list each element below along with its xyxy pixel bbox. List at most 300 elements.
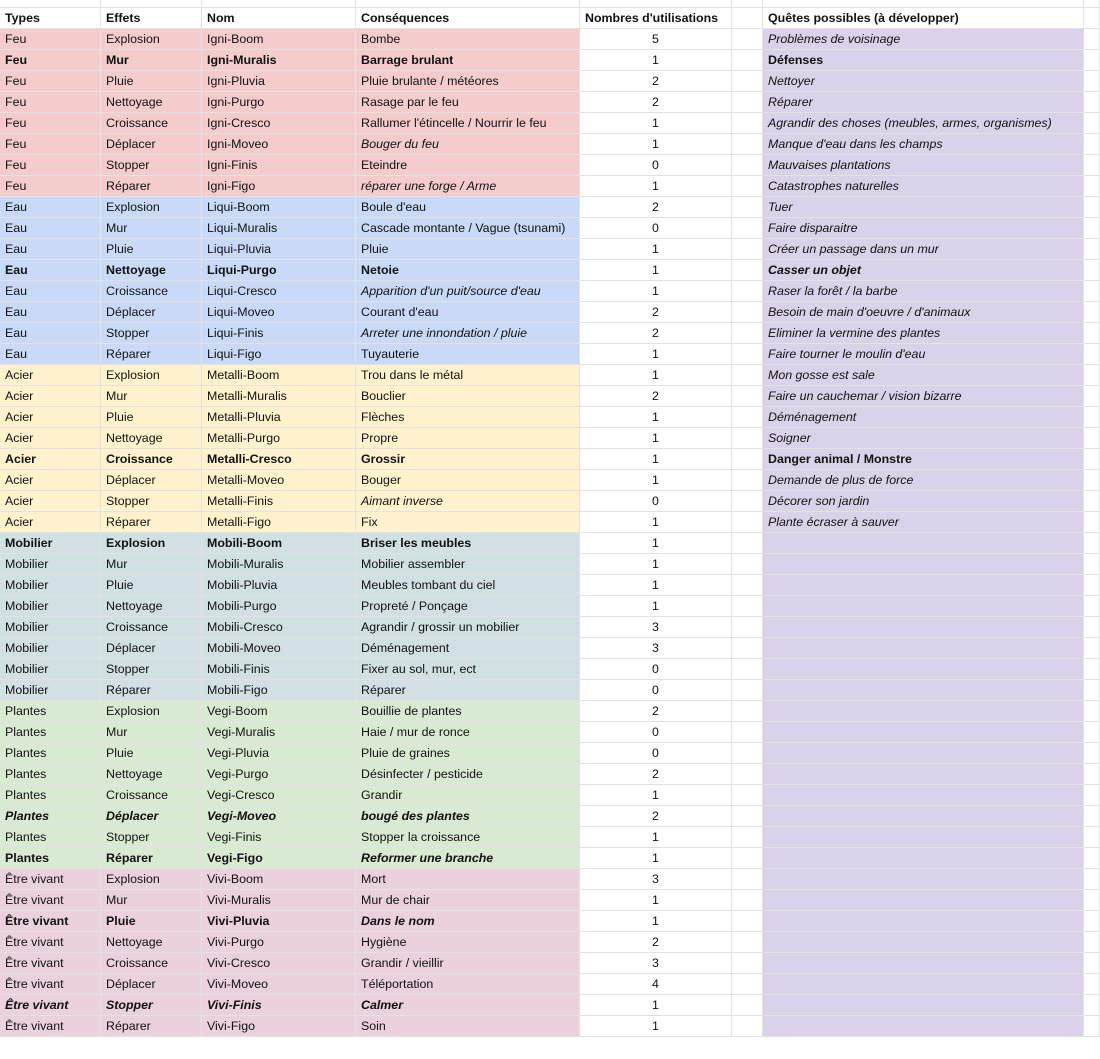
cell-nom[interactable]: Metalli-Purgo [202, 428, 356, 449]
cell-nom[interactable]: Vegi-Purgo [202, 764, 356, 785]
cell-empty-last[interactable] [1084, 638, 1100, 659]
cell-consequence[interactable]: Déménagement [356, 638, 580, 659]
cell-type[interactable]: Acier [0, 365, 101, 386]
cell-effet[interactable]: Pluie [101, 71, 202, 92]
cell-effet[interactable]: Nettoyage [101, 764, 202, 785]
cell-empty-last[interactable] [1084, 1016, 1100, 1037]
cell-type[interactable]: Être vivant [0, 974, 101, 995]
cell-effet[interactable]: Réparer [101, 512, 202, 533]
cell-count[interactable]: 4 [580, 974, 732, 995]
cell-effet[interactable]: Déplacer [101, 302, 202, 323]
cell-nom[interactable]: Igni-Cresco [202, 113, 356, 134]
cell-type[interactable]: Eau [0, 323, 101, 344]
cell-quete[interactable] [763, 827, 1084, 848]
cell-quete[interactable] [763, 617, 1084, 638]
cell-nom[interactable]: Vegi-Figo [202, 848, 356, 869]
cell-empty-last[interactable] [1084, 722, 1100, 743]
header-nom[interactable]: Nom [202, 8, 356, 29]
cell-consequence[interactable]: bougé des plantes [356, 806, 580, 827]
cell-empty[interactable] [732, 806, 763, 827]
cell-consequence[interactable]: Haie / mur de ronce [356, 722, 580, 743]
cell-consequence[interactable]: Pluie brulante / météores [356, 71, 580, 92]
cell-empty-last[interactable] [1084, 785, 1100, 806]
cell-empty[interactable] [732, 113, 763, 134]
cell-count[interactable]: 1 [580, 344, 732, 365]
cell-type[interactable]: Être vivant [0, 1016, 101, 1037]
cell-type[interactable]: Plantes [0, 743, 101, 764]
cell-quete[interactable] [763, 869, 1084, 890]
cell-empty-last[interactable] [1084, 533, 1100, 554]
cell-effet[interactable]: Réparer [101, 680, 202, 701]
cell-effet[interactable]: Explosion [101, 197, 202, 218]
cell-type[interactable]: Plantes [0, 764, 101, 785]
cell-quete[interactable]: Mon gosse est sale [763, 365, 1084, 386]
cell-empty-last[interactable] [1084, 806, 1100, 827]
cell-type[interactable]: Feu [0, 92, 101, 113]
cell-consequence[interactable]: Rasage par le feu [356, 92, 580, 113]
cell-type[interactable]: Plantes [0, 701, 101, 722]
cell-type[interactable]: Mobilier [0, 680, 101, 701]
cell-consequence[interactable]: Rallumer l'étincelle / Nourrir le feu [356, 113, 580, 134]
cell-type[interactable]: Eau [0, 302, 101, 323]
cell-nom[interactable]: Vegi-Muralis [202, 722, 356, 743]
cell-nom[interactable]: Metalli-Moveo [202, 470, 356, 491]
cell-empty-last[interactable] [1084, 344, 1100, 365]
cell-consequence[interactable]: Pluie [356, 239, 580, 260]
cell-nom[interactable]: Liqui-Finis [202, 323, 356, 344]
cell-quete[interactable]: Eliminer la vermine des plantes [763, 323, 1084, 344]
cell-consequence[interactable]: Tuyauterie [356, 344, 580, 365]
cell-type[interactable]: Plantes [0, 827, 101, 848]
cell-nom[interactable]: Vegi-Cresco [202, 785, 356, 806]
cell-type[interactable]: Mobilier [0, 533, 101, 554]
cell-quete[interactable] [763, 890, 1084, 911]
cell-empty-last[interactable] [1084, 848, 1100, 869]
cell-empty[interactable] [732, 953, 763, 974]
header-effets[interactable]: Effets [101, 8, 202, 29]
cell-nom[interactable]: Mobili-Figo [202, 680, 356, 701]
cell-empty-last[interactable] [1084, 659, 1100, 680]
cell-quete[interactable] [763, 554, 1084, 575]
cell-consequence[interactable]: réparer une forge / Arme [356, 176, 580, 197]
cell-nom[interactable]: Vivi-Purgo [202, 932, 356, 953]
cell-empty[interactable] [732, 50, 763, 71]
cell-effet[interactable]: Nettoyage [101, 596, 202, 617]
cell-effet[interactable]: Mur [101, 386, 202, 407]
cell-empty[interactable] [732, 974, 763, 995]
cell-empty-last[interactable] [1084, 218, 1100, 239]
cell-effet[interactable]: Stopper [101, 491, 202, 512]
cell-count[interactable]: 0 [580, 722, 732, 743]
cell-quete[interactable]: Décorer son jardin [763, 491, 1084, 512]
cell-empty-last[interactable] [1084, 449, 1100, 470]
cell-type[interactable]: Acier [0, 428, 101, 449]
cell-type[interactable]: Eau [0, 239, 101, 260]
cell-empty-last[interactable] [1084, 911, 1100, 932]
cell-quete[interactable]: Casser un objet [763, 260, 1084, 281]
cell-count[interactable]: 0 [580, 218, 732, 239]
cell-empty[interactable] [732, 365, 763, 386]
cell-effet[interactable]: Réparer [101, 176, 202, 197]
cell-effet[interactable]: Stopper [101, 155, 202, 176]
cell-nom[interactable]: Liqui-Boom [202, 197, 356, 218]
cell-quete[interactable]: Problèmes de voisinage [763, 29, 1084, 50]
cell-nom[interactable]: Metalli-Pluvia [202, 407, 356, 428]
cell-empty[interactable] [732, 575, 763, 596]
cell-empty[interactable] [732, 722, 763, 743]
cell-nom[interactable]: Igni-Finis [202, 155, 356, 176]
cell-quete[interactable] [763, 953, 1084, 974]
cell-consequence[interactable]: Courant d'eau [356, 302, 580, 323]
cell-quete[interactable] [763, 974, 1084, 995]
cell-count[interactable]: 3 [580, 617, 732, 638]
cell-empty[interactable] [732, 386, 763, 407]
cell-empty[interactable] [732, 764, 763, 785]
cell-quete[interactable]: Catastrophes naturelles [763, 176, 1084, 197]
cell-count[interactable]: 1 [580, 512, 732, 533]
cell-quete[interactable]: Créer un passage dans un mur [763, 239, 1084, 260]
cell-empty-last[interactable] [1084, 239, 1100, 260]
cell-empty-last[interactable] [1084, 155, 1100, 176]
cell-consequence[interactable]: Apparition d'un puit/source d'eau [356, 281, 580, 302]
cell-empty-last[interactable] [1084, 281, 1100, 302]
cell-empty-last[interactable] [1084, 827, 1100, 848]
cell-effet[interactable]: Réparer [101, 1016, 202, 1037]
cell-count[interactable]: 1 [580, 260, 732, 281]
cell-count[interactable]: 1 [580, 281, 732, 302]
cell-consequence[interactable]: Bouclier [356, 386, 580, 407]
cell-type[interactable]: Être vivant [0, 911, 101, 932]
cell-count[interactable]: 2 [580, 92, 732, 113]
cell-effet[interactable]: Déplacer [101, 470, 202, 491]
cell-type[interactable]: Mobilier [0, 659, 101, 680]
cell-quete[interactable] [763, 680, 1084, 701]
cell-count[interactable]: 5 [580, 29, 732, 50]
cell-empty-last[interactable] [1084, 29, 1100, 50]
cell-quete[interactable]: Agrandir des choses (meubles, armes, organismes) [763, 113, 1084, 134]
cell-nom[interactable]: Liqui-Pluvia [202, 239, 356, 260]
cell-effet[interactable]: Explosion [101, 701, 202, 722]
cell-effet[interactable]: Stopper [101, 827, 202, 848]
cell-consequence[interactable]: Téléportation [356, 974, 580, 995]
cell-type[interactable]: Acier [0, 386, 101, 407]
cell-effet[interactable]: Mur [101, 218, 202, 239]
cell-type[interactable]: Feu [0, 155, 101, 176]
cell-effet[interactable]: Nettoyage [101, 92, 202, 113]
cell-nom[interactable]: Vivi-Figo [202, 1016, 356, 1037]
cell-quete[interactable]: Faire un cauchemar / vision bizarre [763, 386, 1084, 407]
cell-nom[interactable]: Igni-Boom [202, 29, 356, 50]
cell-quete[interactable]: Manque d'eau dans les champs [763, 134, 1084, 155]
cell-consequence[interactable]: Désinfecter / pesticide [356, 764, 580, 785]
cell-count[interactable]: 1 [580, 848, 732, 869]
cell-empty-last[interactable] [1084, 428, 1100, 449]
cell-empty-last[interactable] [1084, 764, 1100, 785]
header-empty-last[interactable] [1084, 8, 1100, 29]
cell-count[interactable]: 1 [580, 911, 732, 932]
cell-effet[interactable]: Mur [101, 554, 202, 575]
cell-consequence[interactable]: Barrage brulant [356, 50, 580, 71]
cell-empty-last[interactable] [1084, 869, 1100, 890]
cell-effet[interactable]: Nettoyage [101, 428, 202, 449]
cell-quete[interactable] [763, 764, 1084, 785]
cell-empty[interactable] [732, 911, 763, 932]
cell-consequence[interactable]: Pluie de graines [356, 743, 580, 764]
cell-type[interactable]: Mobilier [0, 575, 101, 596]
cell-empty[interactable] [732, 218, 763, 239]
cell-count[interactable]: 2 [580, 806, 732, 827]
cell-nom[interactable]: Vivi-Finis [202, 995, 356, 1016]
cell-type[interactable]: Plantes [0, 785, 101, 806]
cell-nom[interactable]: Mobili-Boom [202, 533, 356, 554]
cell-nom[interactable]: Liqui-Muralis [202, 218, 356, 239]
cell-quete[interactable] [763, 533, 1084, 554]
cell-consequence[interactable]: Boule d'eau [356, 197, 580, 218]
cell-count[interactable]: 2 [580, 701, 732, 722]
cell-consequence[interactable]: Flèches [356, 407, 580, 428]
cell-effet[interactable]: Pluie [101, 239, 202, 260]
cell-empty-last[interactable] [1084, 932, 1100, 953]
cell-count[interactable]: 3 [580, 869, 732, 890]
cell-empty-last[interactable] [1084, 974, 1100, 995]
cell-count[interactable]: 1 [580, 596, 732, 617]
cell-count[interactable]: 0 [580, 659, 732, 680]
cell-quete[interactable] [763, 596, 1084, 617]
cell-quete[interactable] [763, 995, 1084, 1016]
cell-type[interactable]: Acier [0, 449, 101, 470]
cell-empty-last[interactable] [1084, 113, 1100, 134]
cell-nom[interactable]: Liqui-Cresco [202, 281, 356, 302]
cell-quete[interactable]: Réparer [763, 92, 1084, 113]
cell-quete[interactable]: Plante écraser à sauver [763, 512, 1084, 533]
cell-nom[interactable]: Igni-Figo [202, 176, 356, 197]
cell-consequence[interactable]: Propre [356, 428, 580, 449]
cell-count[interactable]: 2 [580, 71, 732, 92]
cell-count[interactable]: 3 [580, 953, 732, 974]
cell-empty-last[interactable] [1084, 197, 1100, 218]
cell-effet[interactable]: Réparer [101, 344, 202, 365]
cell-nom[interactable]: Mobili-Finis [202, 659, 356, 680]
cell-count[interactable]: 1 [580, 50, 732, 71]
cell-nom[interactable]: Vivi-Moveo [202, 974, 356, 995]
cell-nom[interactable]: Mobili-Purgo [202, 596, 356, 617]
cell-count[interactable]: 0 [580, 743, 732, 764]
cell-empty[interactable] [732, 323, 763, 344]
cell-consequence[interactable]: Mur de chair [356, 890, 580, 911]
cell-empty-last[interactable] [1084, 743, 1100, 764]
cell-consequence[interactable]: Aimant inverse [356, 491, 580, 512]
cell-effet[interactable]: Stopper [101, 995, 202, 1016]
cell-empty-last[interactable] [1084, 575, 1100, 596]
cell-empty-last[interactable] [1084, 596, 1100, 617]
cell-type[interactable]: Être vivant [0, 953, 101, 974]
cell-nom[interactable]: Vivi-Pluvia [202, 911, 356, 932]
cell-nom[interactable]: Mobili-Cresco [202, 617, 356, 638]
cell-effet[interactable]: Stopper [101, 323, 202, 344]
cell-consequence[interactable]: Hygiène [356, 932, 580, 953]
cell-consequence[interactable]: Meubles tombant du ciel [356, 575, 580, 596]
cell-quete[interactable] [763, 911, 1084, 932]
cell-quete[interactable]: Besoin de main d'oeuvre / d'animaux [763, 302, 1084, 323]
cell-type[interactable]: Acier [0, 470, 101, 491]
cell-count[interactable]: 0 [580, 155, 732, 176]
cell-nom[interactable]: Vegi-Moveo [202, 806, 356, 827]
cell-nom[interactable]: Metalli-Muralis [202, 386, 356, 407]
cell-count[interactable]: 0 [580, 680, 732, 701]
cell-consequence[interactable]: Reformer une branche [356, 848, 580, 869]
cell-quete[interactable] [763, 575, 1084, 596]
cell-quete[interactable]: Défenses [763, 50, 1084, 71]
cell-quete[interactable] [763, 701, 1084, 722]
cell-empty[interactable] [732, 785, 763, 806]
cell-empty[interactable] [732, 407, 763, 428]
cell-count[interactable]: 2 [580, 302, 732, 323]
cell-empty-last[interactable] [1084, 890, 1100, 911]
cell-effet[interactable]: Pluie [101, 575, 202, 596]
cell-nom[interactable]: Vivi-Muralis [202, 890, 356, 911]
cell-consequence[interactable]: Bouger du feu [356, 134, 580, 155]
cell-effet[interactable]: Explosion [101, 533, 202, 554]
cell-nom[interactable]: Vivi-Boom [202, 869, 356, 890]
cell-empty-last[interactable] [1084, 617, 1100, 638]
header-quetes[interactable]: Quêtes possibles (à développer) [763, 8, 1084, 29]
cell-empty-last[interactable] [1084, 386, 1100, 407]
cell-consequence[interactable]: Mort [356, 869, 580, 890]
cell-consequence[interactable]: Bouger [356, 470, 580, 491]
cell-empty[interactable] [732, 638, 763, 659]
cell-quete[interactable] [763, 1016, 1084, 1037]
cell-count[interactable]: 2 [580, 197, 732, 218]
cell-effet[interactable]: Mur [101, 890, 202, 911]
cell-empty-last[interactable] [1084, 260, 1100, 281]
cell-empty[interactable] [732, 29, 763, 50]
cell-type[interactable]: Mobilier [0, 617, 101, 638]
header-empty[interactable] [732, 8, 763, 29]
cell-quete[interactable]: Déménagement [763, 407, 1084, 428]
cell-count[interactable]: 1 [580, 533, 732, 554]
cell-nom[interactable]: Igni-Moveo [202, 134, 356, 155]
cell-empty[interactable] [732, 890, 763, 911]
cell-consequence[interactable]: Mobilier assembler [356, 554, 580, 575]
cell-effet[interactable]: Croissance [101, 953, 202, 974]
cell-empty-last[interactable] [1084, 365, 1100, 386]
cell-empty[interactable] [732, 701, 763, 722]
cell-empty-last[interactable] [1084, 71, 1100, 92]
cell-count[interactable]: 1 [580, 554, 732, 575]
cell-effet[interactable]: Pluie [101, 911, 202, 932]
cell-type[interactable]: Acier [0, 491, 101, 512]
cell-nom[interactable]: Metalli-Boom [202, 365, 356, 386]
cell-empty[interactable] [732, 1016, 763, 1037]
cell-count[interactable]: 1 [580, 239, 732, 260]
cell-empty-last[interactable] [1084, 407, 1100, 428]
cell-nom[interactable]: Igni-Pluvia [202, 71, 356, 92]
cell-type[interactable]: Être vivant [0, 890, 101, 911]
cell-consequence[interactable]: Eteindre [356, 155, 580, 176]
cell-empty-last[interactable] [1084, 953, 1100, 974]
cell-type[interactable]: Être vivant [0, 932, 101, 953]
cell-empty-last[interactable] [1084, 491, 1100, 512]
cell-consequence[interactable]: Netoie [356, 260, 580, 281]
cell-nom[interactable]: Metalli-Finis [202, 491, 356, 512]
cell-count[interactable]: 1 [580, 449, 732, 470]
cell-quete[interactable] [763, 638, 1084, 659]
cell-empty[interactable] [732, 659, 763, 680]
cell-effet[interactable]: Réparer [101, 848, 202, 869]
cell-quete[interactable]: Mauvaises plantations [763, 155, 1084, 176]
cell-effet[interactable]: Mur [101, 722, 202, 743]
cell-type[interactable]: Feu [0, 71, 101, 92]
cell-type[interactable]: Mobilier [0, 596, 101, 617]
cell-consequence[interactable]: Stopper la croissance [356, 827, 580, 848]
cell-consequence[interactable]: Fix [356, 512, 580, 533]
cell-effet[interactable]: Stopper [101, 659, 202, 680]
cell-effet[interactable]: Pluie [101, 407, 202, 428]
cell-empty-last[interactable] [1084, 323, 1100, 344]
cell-nom[interactable]: Metalli-Cresco [202, 449, 356, 470]
cell-empty[interactable] [732, 680, 763, 701]
cell-count[interactable]: 1 [580, 470, 732, 491]
cell-empty[interactable] [732, 470, 763, 491]
cell-empty[interactable] [732, 512, 763, 533]
cell-quete[interactable]: Danger animal / Monstre [763, 449, 1084, 470]
cell-consequence[interactable]: Soin [356, 1016, 580, 1037]
cell-type[interactable]: Feu [0, 176, 101, 197]
cell-nom[interactable]: Mobili-Pluvia [202, 575, 356, 596]
cell-count[interactable]: 2 [580, 932, 732, 953]
cell-consequence[interactable]: Grandir [356, 785, 580, 806]
cell-nom[interactable]: Vegi-Finis [202, 827, 356, 848]
cell-effet[interactable]: Croissance [101, 449, 202, 470]
cell-nom[interactable]: Igni-Purgo [202, 92, 356, 113]
cell-empty[interactable] [732, 554, 763, 575]
cell-count[interactable]: 2 [580, 386, 732, 407]
cell-nom[interactable]: Vegi-Pluvia [202, 743, 356, 764]
cell-type[interactable]: Mobilier [0, 554, 101, 575]
cell-quete[interactable] [763, 722, 1084, 743]
cell-empty-last[interactable] [1084, 470, 1100, 491]
cell-empty-last[interactable] [1084, 680, 1100, 701]
cell-empty-last[interactable] [1084, 176, 1100, 197]
cell-empty[interactable] [732, 71, 763, 92]
cell-count[interactable]: 1 [580, 428, 732, 449]
cell-consequence[interactable]: Grandir / vieillir [356, 953, 580, 974]
cell-effet[interactable]: Explosion [101, 869, 202, 890]
cell-type[interactable]: Plantes [0, 722, 101, 743]
cell-count[interactable]: 1 [580, 134, 732, 155]
cell-type[interactable]: Eau [0, 260, 101, 281]
cell-empty[interactable] [732, 344, 763, 365]
cell-empty[interactable] [732, 428, 763, 449]
cell-empty[interactable] [732, 239, 763, 260]
cell-type[interactable]: Acier [0, 407, 101, 428]
cell-type[interactable]: Eau [0, 281, 101, 302]
cell-consequence[interactable]: Calmer [356, 995, 580, 1016]
cell-count[interactable]: 1 [580, 176, 732, 197]
cell-empty[interactable] [732, 155, 763, 176]
cell-effet[interactable]: Mur [101, 50, 202, 71]
cell-count[interactable]: 1 [580, 365, 732, 386]
cell-empty[interactable] [732, 449, 763, 470]
cell-count[interactable]: 1 [580, 113, 732, 134]
cell-count[interactable]: 1 [580, 785, 732, 806]
cell-count[interactable]: 2 [580, 764, 732, 785]
cell-empty[interactable] [732, 869, 763, 890]
cell-count[interactable]: 2 [580, 323, 732, 344]
cell-effet[interactable]: Explosion [101, 365, 202, 386]
cell-nom[interactable]: Metalli-Figo [202, 512, 356, 533]
cell-effet[interactable]: Déplacer [101, 974, 202, 995]
